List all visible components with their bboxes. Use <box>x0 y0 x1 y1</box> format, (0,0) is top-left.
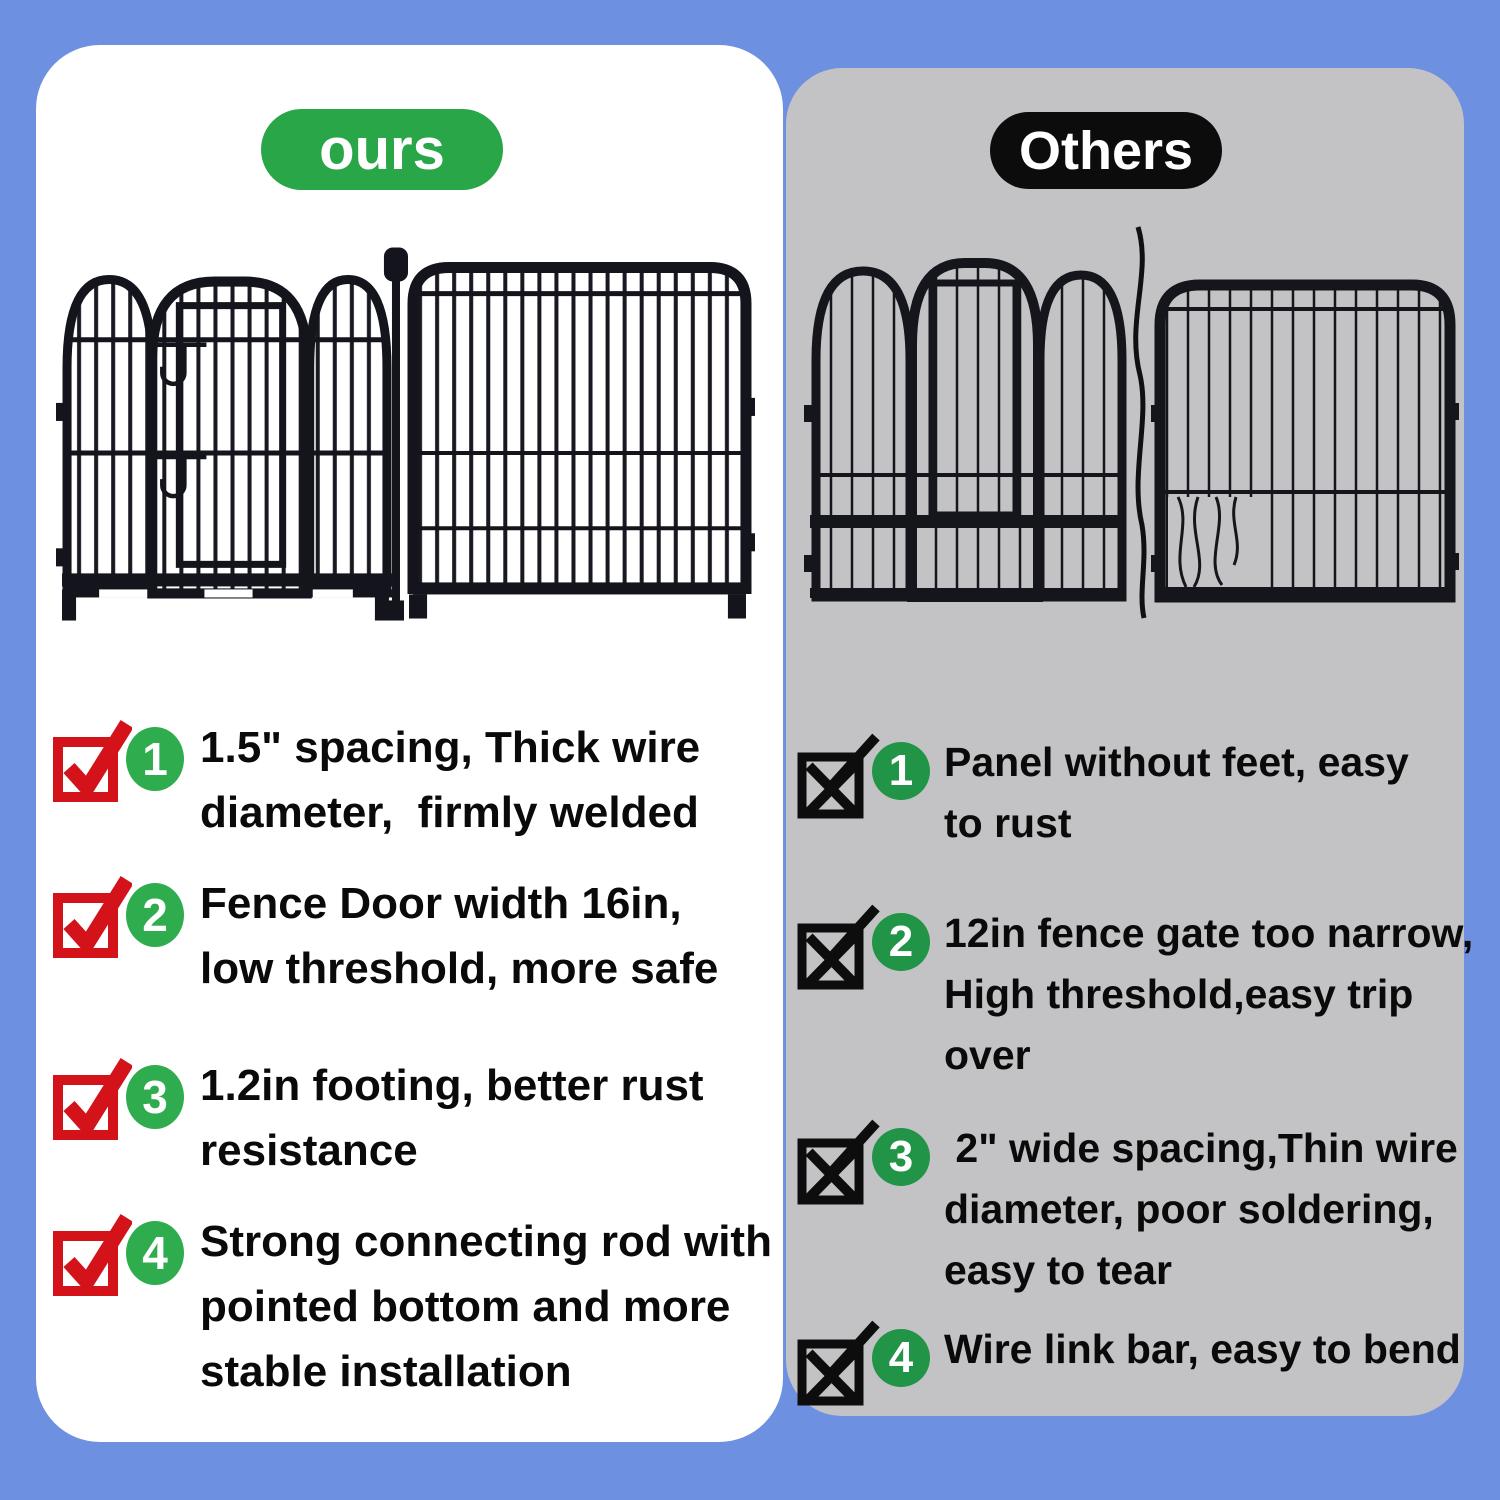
black-x-checkbox-icon <box>796 1116 880 1206</box>
red-checked-checkbox-icon <box>52 1055 132 1141</box>
others-feature-list <box>796 728 1474 1407</box>
list-item <box>796 1315 1461 1407</box>
list-item <box>796 1114 1456 1301</box>
feature-text: 12in fence gate too narrow, High threshold,easy trip over <box>944 910 1474 1078</box>
list-item <box>52 1053 768 1183</box>
list-item <box>796 899 1474 1086</box>
number-badge: 3 <box>126 1065 184 1129</box>
feature-text: 2" wide spacing,Thin wire diameter, poor soldering, easy to tear <box>944 1125 1458 1293</box>
number-badge: 4 <box>126 1221 184 1285</box>
number-badge: 2 <box>126 883 184 947</box>
red-checked-checkbox-icon <box>52 717 132 803</box>
black-x-checkbox-icon <box>796 1317 880 1407</box>
list-item <box>796 728 1456 854</box>
feature-text: Fence Door width 16in, low threshold, more safe <box>200 879 719 993</box>
red-checked-checkbox-icon <box>52 873 132 959</box>
number-badge: 4 <box>872 1329 930 1387</box>
others-badge: Others <box>990 112 1222 189</box>
black-x-checkbox-icon <box>796 730 880 820</box>
ours-card <box>36 45 783 1442</box>
others-card <box>786 68 1474 1416</box>
feature-text: Strong connecting rod with pointed bottom and more stable installation <box>200 1217 772 1396</box>
black-x-checkbox-icon <box>796 901 880 991</box>
feature-text: 1.5" spacing, Thick wire diameter, firmly welded <box>200 723 701 837</box>
red-checked-checkbox-icon <box>52 1211 132 1297</box>
ours-badge: ours <box>261 109 503 190</box>
number-badge: 1 <box>872 742 930 800</box>
others-fence-image <box>800 225 1460 620</box>
list-item <box>52 1209 772 1404</box>
number-badge: 2 <box>872 913 930 971</box>
feature-text: 1.2in footing, better rust resistance <box>200 1061 704 1175</box>
number-badge: 3 <box>872 1128 930 1186</box>
ours-feature-list <box>52 715 772 1404</box>
list-item <box>52 871 768 1001</box>
ours-fence-image <box>54 247 756 629</box>
list-item <box>52 715 768 845</box>
feature-text: Wire link bar, easy to bend <box>944 1326 1461 1372</box>
number-badge: 1 <box>126 727 184 791</box>
feature-text: Panel without feet, easy to rust <box>944 739 1409 846</box>
